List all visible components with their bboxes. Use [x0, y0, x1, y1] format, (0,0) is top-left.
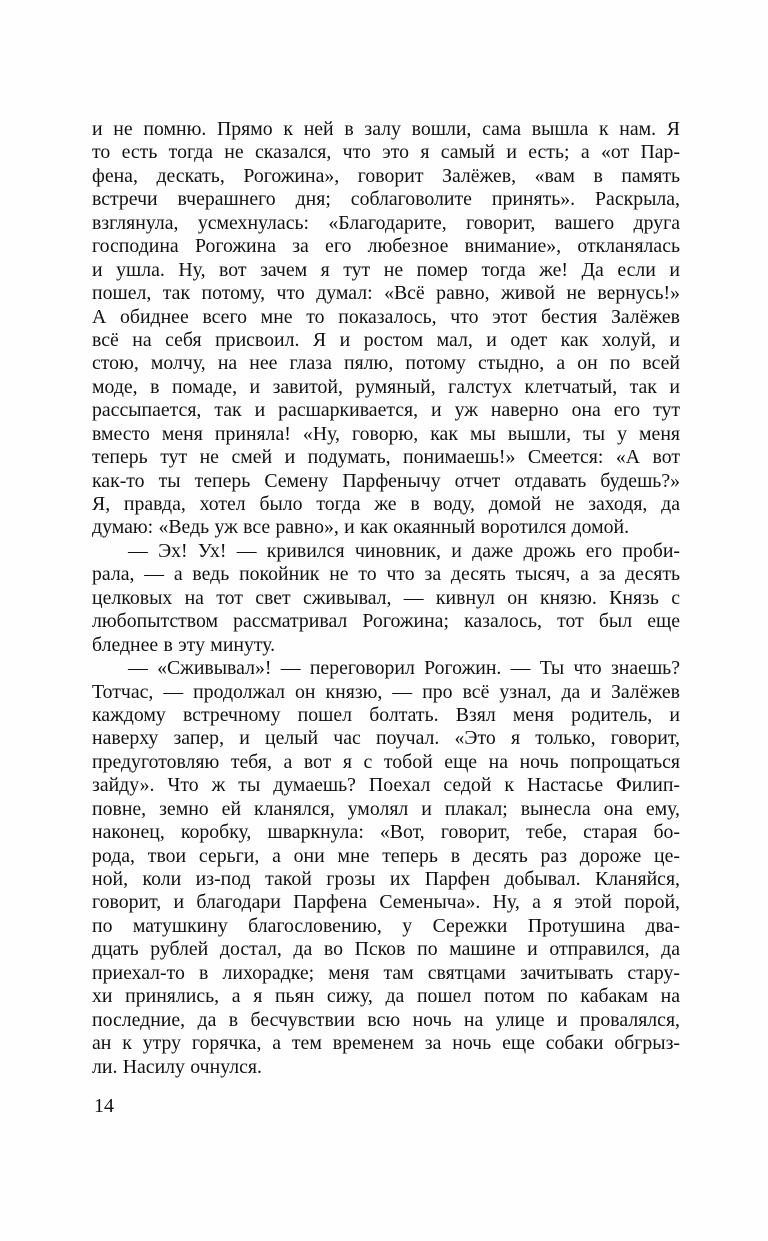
text-line: и ушла. Ну, вот зачем я тут не помер тогда же! Да если и	[92, 258, 680, 281]
text-line: рода, твои серьги, а они мне теперь в десять раз дороже це-	[92, 844, 680, 867]
text-line: рала, — а ведь покойник не то что за десять тысяч, а за десять	[92, 563, 680, 586]
text-line: ли. Насилу очнулся.	[92, 1055, 262, 1078]
text-line: каждому встречному пошел болтать. Взял меня родитель, и	[92, 703, 680, 726]
text-line: думаю: «Ведь уж все равно», и как окаянный воротился домой.	[92, 516, 630, 539]
text-line: повне, земно ей кланялся, умолял и плакал; вынесла она ему,	[92, 797, 680, 820]
text-line: ан к утру горячка, а тем временем за ночь еще собаки обгрыз-	[92, 1032, 680, 1055]
text-line: — «Сживывал»! — переговорил Рогожин. — Ты что знаешь?	[128, 657, 680, 680]
text-line: как-то ты теперь Семену Парфенычу отчет отдавать будешь?»	[92, 469, 680, 492]
text-line: А обиднее всего мне то показалось, что этот бестия Залёжев	[92, 305, 680, 328]
text-line: фена, дескать, Рогожина», говорит Залёжев, «вам в память	[92, 164, 680, 187]
text-line: и не помню. Прямо к ней в залу вошли, сама вышла к нам. Я	[92, 118, 680, 140]
text-line: вместо меня приняла! «Ну, говорю, как мы вышли, ты у меня	[92, 422, 680, 445]
text-line: Тотчас, — продолжал он князю, — про всё узнал, да и Залёжев	[92, 680, 680, 703]
text-line: то есть тогда не сказался, что это я самый и есть; а «от Пар-	[92, 141, 680, 164]
text-line: Я, правда, хотел было тогда же в воду, домой не заходя, да	[92, 493, 680, 515]
text-line: наверху запер, и целый час поучал. «Это я только, говорит,	[92, 727, 680, 750]
text-line: зайду». Что ж ты думаешь? Поехал седой к Настасье Филип-	[92, 774, 680, 797]
text-line: всё на себя присвоил. Я и ростом мал, и одет как холуй, и	[92, 328, 680, 351]
page-text	[92, 118, 680, 1079]
text-line: говорит, и благодари Парфена Семеныча». Ну, а я этой порой,	[92, 891, 680, 914]
text-line: рассыпается, так и расшаркивается, и уж наверно она его тут	[92, 399, 680, 422]
text-line: господина Рогожина за его любезное внимание», откланялась	[92, 235, 680, 258]
text-line: целковых на тот свет сживывал, — кивнул он князю. Князь с	[92, 586, 680, 609]
text-line: ной, коли из-под такой грозы их Парфен добывал. Кланяйся,	[92, 868, 680, 890]
text-line: — Эх! Ух! — кривился чиновник, и даже дрожь его проби-	[128, 539, 680, 562]
text-line: дцать рублей достал, да во Псков по машине и отправился, да	[92, 938, 680, 961]
text-line: наконец, коробку, шваркнула: «Вот, говорит, тебе, старая бо-	[92, 821, 680, 844]
text-line: пошел, так потому, что думал: «Всё равно, живой не вернусь!»	[92, 282, 680, 305]
text-line: последние, да в бесчувствии всю ночь на улице и провалялся,	[92, 1008, 680, 1031]
text-line: любопытством рассматривал Рогожина; казалось, тот был еще	[92, 610, 680, 633]
text-line: теперь тут не смей и подумать, понимаешь!» Смеется: «А вот	[92, 446, 680, 469]
text-line: предуготовляю тебя, а вот я с тобой еще на ночь попрощаться	[92, 750, 680, 773]
text-line: приехал-то в лихорадке; меня там святцами зачитывать стару-	[92, 961, 680, 984]
text-line: хи принялись, а я пьян сижу, да пошел потом по кабакам на	[92, 985, 680, 1008]
text-line: взглянула, усмехнулась: «Благодарите, говорит, вашего друга	[92, 211, 680, 234]
text-line: моде, в помаде, и завитой, румяный, галстух клетчатый, так и	[92, 375, 680, 398]
text-line: встречи вчерашнего дня; соблаговолите принять». Раскрыла,	[92, 188, 680, 211]
text-line: стою, молчу, на нее глаза пялю, потому стыдно, а он по всей	[92, 352, 680, 375]
text-line: бледнее в эту минуту.	[92, 633, 276, 656]
text-line: по матушкину благословению, у Сережки Протушина два-	[92, 914, 680, 937]
page-number: 14	[94, 1095, 114, 1117]
